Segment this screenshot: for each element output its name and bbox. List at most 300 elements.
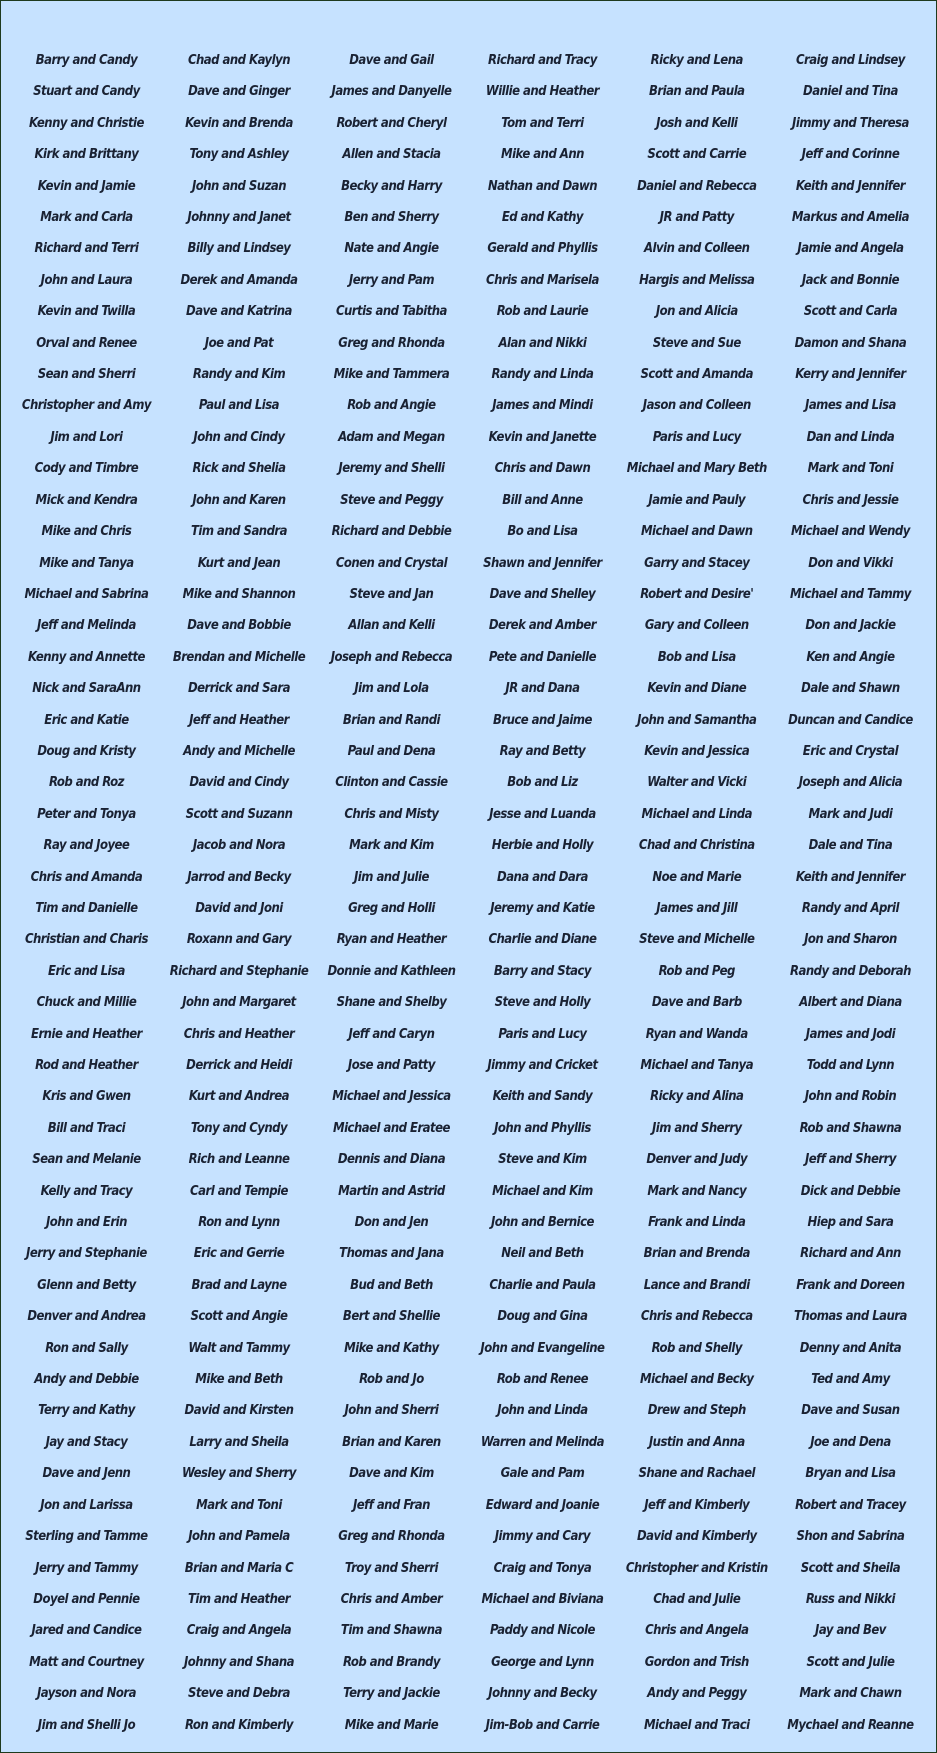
couple-name: Charlie and Diane xyxy=(488,932,597,948)
couple-name: Tony and Ashley xyxy=(189,147,289,163)
couple-name: Doug and Kristy xyxy=(37,743,136,759)
couple-name: Michael and Linda xyxy=(641,806,752,822)
couple-name: John and Samantha xyxy=(636,712,756,728)
couple-name: Rob and Peg xyxy=(658,963,735,979)
couple-name: Curtis and Tabitha xyxy=(335,304,447,320)
couple-name: Mike and Tanya xyxy=(39,555,134,571)
couple-name: Derek and Amanda xyxy=(180,272,298,288)
couple-name: Jeff and Melinda xyxy=(37,618,136,634)
couple-name: Johnny and Becky xyxy=(488,1686,597,1702)
couple-name: Kerry and Jennifer xyxy=(795,367,906,383)
couple-name: Noe and Marie xyxy=(651,869,741,885)
couple-name: Dave and Ginger xyxy=(187,84,290,100)
couple-name: Daniel and Tina xyxy=(803,84,898,100)
couple-name: Jamie and Angela xyxy=(797,241,904,257)
couple-name: Ernie and Heather xyxy=(31,1026,142,1042)
couple-name: Lance and Brandi xyxy=(643,1277,750,1293)
couple-name: Kelly and Tracy xyxy=(40,1183,133,1199)
couple-name: Ted and Amy xyxy=(811,1372,890,1388)
couple-name: Michael and Kim xyxy=(491,1183,593,1199)
couple-name: Chad and Kaylyn xyxy=(187,53,290,68)
couple-name: Terry and Jackie xyxy=(342,1686,440,1702)
couple-name: Don and Vikki xyxy=(808,555,893,571)
couple-name: Matt and Courtney xyxy=(29,1654,144,1670)
couple-name: Clinton and Cassie xyxy=(335,775,448,791)
couple-name: Sterling and Tamme xyxy=(25,1529,148,1545)
couple-name: Mark and Judi xyxy=(808,806,893,822)
couple-name: Mark and Nancy xyxy=(646,1183,746,1199)
couple-name: Mike and Tammera xyxy=(333,367,450,383)
couple-name: Ryan and Wanda xyxy=(645,1026,748,1042)
couple-name: Jason and Colleen xyxy=(642,398,751,414)
couple-name: Mike and Kathy xyxy=(343,1340,439,1356)
couple-name: David and Cindy xyxy=(189,775,289,791)
couple-name: Jeff and Sherry xyxy=(805,1152,897,1168)
couple-name: Jon and Alicia xyxy=(655,304,738,320)
couple-name: Steve and Debra xyxy=(187,1686,290,1702)
couple-name: Kurt and Jean xyxy=(197,555,281,571)
couple-name: Jimmy and Theresa xyxy=(792,115,909,131)
couple-name: Rob and Roz xyxy=(48,775,124,791)
couple-name: Andy and Debbie xyxy=(34,1372,139,1388)
couple-name: Michael and Tammy xyxy=(790,586,911,602)
couple-name: Ricky and Lena xyxy=(650,53,743,68)
couple-name: Walter and Vicki xyxy=(646,775,746,791)
couple-name: Joseph and Alicia xyxy=(798,775,903,791)
couple-name: Jon and Sharon xyxy=(804,932,897,948)
couple-name: Duncan and Candice xyxy=(788,712,913,728)
couple-name: Tom and Terri xyxy=(500,115,584,131)
couple-name: Scott and Julie xyxy=(806,1654,895,1670)
couple-name: Sean and Melanie xyxy=(32,1152,141,1168)
couple-name: Ron and Lynn xyxy=(198,1215,280,1231)
couple-name: Jerry and Tammy xyxy=(35,1560,138,1576)
couple-name: Jerry and Stephanie xyxy=(26,1246,147,1262)
couple-name: Alan and Nikki xyxy=(498,335,587,351)
couple-name: Sean and Sherri xyxy=(37,367,136,383)
couple-name: Rob and Laurie xyxy=(496,304,588,320)
couple-name: Denver and Judy xyxy=(646,1152,747,1168)
couple-name: Damon and Shana xyxy=(794,335,907,351)
couple-name: Thomas and Laura xyxy=(794,1309,907,1325)
couple-name: Chris and Heather xyxy=(183,1026,295,1042)
couple-name: Mike and Beth xyxy=(195,1372,283,1388)
couple-name: Randy and Kim xyxy=(192,367,285,383)
couple-name: Orval and Renee xyxy=(36,335,137,351)
couple-name: Kenny and Annette xyxy=(27,649,145,665)
couple-name: Drew and Steph xyxy=(647,1403,746,1419)
couple-name: Ken and Angie xyxy=(806,649,895,665)
couple-name: John and Suzan xyxy=(191,178,286,194)
couple-name: Albert and Diana xyxy=(799,995,902,1011)
couple-name: Joseph and Rebecca xyxy=(330,649,453,665)
couple-name: James and Jill xyxy=(655,900,737,916)
couple-name: Jimmy and Cricket xyxy=(487,1058,598,1073)
couple-name: Jay and Bev xyxy=(815,1623,886,1639)
couple-name: Chuck and Millie xyxy=(36,995,137,1011)
couple-name: Herbie and Holly xyxy=(491,838,593,854)
couple-name: Justin and Anna xyxy=(648,1434,745,1450)
couple-name: Paris and Lucy xyxy=(498,1026,587,1042)
couple-name: Kevin and Diane xyxy=(646,681,746,697)
couple-name: Hargis and Melissa xyxy=(638,272,754,288)
couple-name: Chris and Dawn xyxy=(494,461,590,477)
couple-name: Larry and Sheila xyxy=(189,1434,289,1450)
couple-name: Neil and Beth xyxy=(501,1246,584,1262)
couples-name-grid xyxy=(11,45,926,1741)
couple-name: Doyel and Pennie xyxy=(33,1591,140,1607)
couple-name: Mick and Kendra xyxy=(35,492,138,508)
couple-name: Rick and Shelia xyxy=(192,461,286,477)
couple-name: Barry and Stacy xyxy=(493,963,591,979)
couple-name: Adam and Megan xyxy=(338,429,445,445)
couple-name: Rob and Jo xyxy=(358,1372,424,1388)
couple-name: Eric and Gerrie xyxy=(193,1246,285,1262)
couple-name: Mike and Ann xyxy=(500,147,584,163)
couple-name: Greg and Rhonda xyxy=(338,335,445,351)
couple-name: Brian and Karen xyxy=(341,1434,441,1450)
couple-name: Kevin and Janette xyxy=(488,429,596,445)
couple-name: Dave and Barb xyxy=(651,995,742,1011)
couple-name: Glenn and Betty xyxy=(37,1277,136,1293)
couple-name: Tim and Sandra xyxy=(190,524,287,540)
couple-name: Christian and Charis xyxy=(24,932,148,948)
couple-name: Christopher and Kristin xyxy=(625,1560,768,1576)
couple-name: Randy and April xyxy=(802,900,900,916)
couple-name: Cody and Timbre xyxy=(34,461,139,477)
couple-name: Richard and Terri xyxy=(34,241,139,257)
couple-name: David and Kimberly xyxy=(636,1529,757,1545)
couple-name: John and Erin xyxy=(45,1215,127,1231)
couple-name: Gerald and Phyllis xyxy=(487,241,598,257)
couple-name: Garry and Stacey xyxy=(643,555,749,571)
couple-name: Eric and Katie xyxy=(44,712,129,728)
couple-name: Bill and Anne xyxy=(501,492,583,508)
couple-name: Brad and Layne xyxy=(191,1277,287,1293)
couple-name: Steve and Michelle xyxy=(638,932,755,948)
couple-name: Rob and Shawna xyxy=(799,1120,902,1136)
couple-name: Eric and Lisa xyxy=(48,963,125,979)
couple-name: JR and Dana xyxy=(505,681,580,697)
couple-name: James and Jodi xyxy=(805,1026,896,1042)
couple-name: Nathan and Dawn xyxy=(487,178,597,194)
couple-name: Willie and Heather xyxy=(485,84,599,100)
couple-name: Alvin and Colleen xyxy=(643,241,750,257)
couple-name: Richard and Tracy xyxy=(487,53,597,68)
couple-name: Jeff and Heather xyxy=(188,712,289,728)
couple-name: Stuart and Candy xyxy=(33,84,140,100)
couple-name: Dan and Linda xyxy=(806,429,895,445)
couple-name: Eric and Crystal xyxy=(802,743,899,759)
couple-name: Richard and Stephanie xyxy=(169,963,309,979)
couple-name: Dave and Shelley xyxy=(489,586,595,602)
couple-name: Chris and Rebecca xyxy=(640,1309,753,1325)
couple-name: Ricky and Alina xyxy=(649,1089,744,1105)
couple-name: Todd and Lynn xyxy=(806,1058,895,1073)
couple-name: Andy and Peggy xyxy=(646,1686,746,1702)
couple-name: Charlie and Paula xyxy=(489,1277,596,1293)
couple-name: Jeff and Caryn xyxy=(348,1026,435,1042)
couple-name: Scott and Suzann xyxy=(185,806,293,822)
couple-name: Brian and Paula xyxy=(648,84,745,100)
couple-name: Rob and Renee xyxy=(496,1372,588,1388)
couple-name: Hiep and Sara xyxy=(807,1215,894,1231)
couple-name: Dale and Tina xyxy=(808,838,893,854)
couple-name: Christopher and Amy xyxy=(21,398,151,414)
couple-name: Bill and Traci xyxy=(47,1120,126,1136)
couple-name: Johnny and Janet xyxy=(187,210,291,226)
couple-name: Kris and Gwen xyxy=(42,1089,131,1105)
couple-name: Mychael and Reanne xyxy=(787,1717,914,1733)
couple-name: Craig and Lindsey xyxy=(796,53,906,68)
couple-name: Jared and Candice xyxy=(31,1623,142,1639)
couple-name: Shane and Shelby xyxy=(336,995,447,1011)
couple-name: Michael and Dawn xyxy=(640,524,753,540)
couple-name: Kirk and Brittany xyxy=(34,147,139,163)
couple-name: Rob and Angie xyxy=(347,398,436,414)
couple-name: Ron and Sally xyxy=(45,1340,128,1356)
couple-name: Jerry and Pam xyxy=(348,272,434,288)
couple-name: Dave and Kim xyxy=(348,1466,434,1482)
couple-name: Kevin and Brenda xyxy=(185,115,293,131)
couple-name: Chris and Angela xyxy=(644,1623,749,1639)
couple-name: Jim and Shelli Jo xyxy=(37,1717,136,1733)
couple-name: Jimmy and Cary xyxy=(494,1529,590,1545)
couple-name: Mark and Carla xyxy=(40,210,133,226)
couple-name: Dave and Jenn xyxy=(42,1466,131,1482)
couple-name: Bob and Lisa xyxy=(657,649,736,665)
couple-name: Michael and Eratee xyxy=(332,1120,450,1136)
couple-name: Tim and Heather xyxy=(187,1591,290,1607)
couple-name: David and Joni xyxy=(195,900,283,916)
couple-name: Ray and Joyee xyxy=(43,838,130,854)
couple-name: Dave and Susan xyxy=(801,1403,900,1419)
couple-name: Walt and Tammy xyxy=(188,1340,290,1356)
couple-name: Greg and Holli xyxy=(347,900,435,916)
couple-name: John and Laura xyxy=(40,272,133,288)
couple-name: Richard and Ann xyxy=(800,1246,901,1262)
couple-name: Paul and Lisa xyxy=(198,398,279,414)
couple-name: Johnny and Shana xyxy=(183,1654,294,1670)
couple-name: Peter and Tonya xyxy=(37,806,136,822)
couple-name: Josh and Kelli xyxy=(655,115,737,131)
couple-name: Pete and Danielle xyxy=(488,649,596,665)
couple-name: Chris and Amanda xyxy=(30,869,143,885)
couple-name: Thomas and Jana xyxy=(339,1246,444,1262)
couple-name: Rod and Heather xyxy=(35,1058,138,1073)
couple-name: Brendan and Michelle xyxy=(172,649,306,665)
couple-name: Mike and Shannon xyxy=(182,586,296,602)
couple-name: Mark and Chawn xyxy=(799,1686,902,1702)
couple-name: Martin and Astrid xyxy=(337,1183,445,1199)
couple-name: Kevin and Jessica xyxy=(643,743,749,759)
couple-name: Gary and Colleen xyxy=(644,618,749,634)
couple-name: Craig and Tonya xyxy=(493,1560,591,1576)
couple-name: Robert and Desire' xyxy=(639,586,753,602)
couple-name: Jay and Stacy xyxy=(45,1434,128,1450)
couple-name: Scott and Sheila xyxy=(800,1560,901,1576)
couple-name: Scott and Amanda xyxy=(640,367,753,383)
couple-name: Paddy and Nicole xyxy=(489,1623,595,1639)
couple-name: Rob and Brandy xyxy=(342,1654,440,1670)
couple-name: John and Phyllis xyxy=(493,1120,591,1136)
couple-name: Tim and Danielle xyxy=(35,900,138,916)
couple-name: Denver and Andrea xyxy=(27,1309,146,1325)
couple-name: Dave and Katrina xyxy=(185,304,292,320)
couple-name: James and Mindi xyxy=(491,398,593,414)
couple-name: Bert and Shellie xyxy=(342,1309,440,1325)
couple-name: Steve and Jan xyxy=(349,586,434,602)
couple-name: Doug and Gina xyxy=(497,1309,588,1325)
couple-name: John and Margaret xyxy=(182,995,296,1011)
couple-name: Russ and Nikki xyxy=(805,1591,896,1607)
couple-name: Michael and Traci xyxy=(643,1717,750,1733)
couple-name: Nate and Angie xyxy=(344,241,439,257)
couple-name: Paris and Lucy xyxy=(652,429,741,445)
couple-name: Brian and Randi xyxy=(342,712,440,728)
couple-name: Chad and Julie xyxy=(652,1591,740,1607)
couple-name: Scott and Angie xyxy=(190,1309,288,1325)
couple-name: Rob and Shelly xyxy=(651,1340,742,1356)
couple-name: Chris and Marisela xyxy=(485,272,599,288)
couple-name: Jeff and Kimberly xyxy=(643,1497,749,1513)
couple-name: John and Evangeline xyxy=(480,1340,605,1356)
couple-name: Dale and Shawn xyxy=(801,681,900,697)
couple-name: Michael and Jessica xyxy=(332,1089,451,1105)
couple-name: Richard and Debbie xyxy=(331,524,452,540)
couple-name: Steve and Peggy xyxy=(339,492,443,508)
couple-name: Jacob and Nora xyxy=(192,838,285,854)
couple-name: Chris and Misty xyxy=(344,806,439,822)
couple-name: Warren and Melinda xyxy=(480,1434,604,1450)
couple-name: Roxann and Gary xyxy=(186,932,291,948)
couple-name: Michael and Becky xyxy=(639,1372,754,1388)
couple-name: Nick and SaraAnn xyxy=(32,681,141,697)
couple-name: Joe and Pat xyxy=(204,335,274,351)
couple-name: Jamie and Pauly xyxy=(647,492,745,508)
couple-name: Ed and Kathy xyxy=(501,210,583,226)
couple-name: Bryan and Lisa xyxy=(805,1466,896,1482)
couple-name: Dave and Bobbie xyxy=(187,618,291,634)
couple-name: Craig and Angela xyxy=(186,1623,292,1639)
couple-name: Ryan and Heather xyxy=(336,932,447,948)
couple-name: Michael and Mary Beth xyxy=(626,461,767,477)
couple-name: Chris and Amber xyxy=(340,1591,443,1607)
couple-name: Frank and Linda xyxy=(647,1215,745,1231)
couple-name: Shane and Rachael xyxy=(638,1466,755,1482)
couple-name: Jim and Lola xyxy=(354,681,429,697)
couple-name: Jack and Bonnie xyxy=(801,272,900,288)
couple-name: David and Kirsten xyxy=(184,1403,294,1419)
couple-name: James and Lisa xyxy=(805,398,896,414)
couple-name: John and Bernice xyxy=(490,1215,594,1231)
couple-name: Markus and Amelia xyxy=(792,210,910,226)
couple-name: Shon and Sabrina xyxy=(796,1529,905,1545)
couple-name: Don and Jen xyxy=(354,1215,429,1231)
couple-name: George and Lynn xyxy=(490,1654,594,1670)
couple-name: Brian and Maria C xyxy=(184,1560,294,1576)
couple-name: Jesse and Luanda xyxy=(488,806,596,822)
couple-name: Dave and Gail xyxy=(349,53,434,68)
couple-name: Brian and Brenda xyxy=(643,1246,750,1262)
couple-name: Keith and Sandy xyxy=(492,1089,592,1105)
couple-name: Jim-Bob and Carrie xyxy=(485,1717,600,1733)
couple-name: Joe and Dena xyxy=(810,1434,891,1450)
couple-name: Bud and Beth xyxy=(349,1277,433,1293)
couple-name: John and Robin xyxy=(804,1089,897,1105)
couple-name: Jim and Lori xyxy=(50,429,123,445)
couple-name: Mark and Kim xyxy=(348,838,434,854)
couple-name: Greg and Rhonda xyxy=(338,1529,445,1545)
couple-name: Randy and Deborah xyxy=(790,963,911,979)
couple-name: Ron and Kimberly xyxy=(184,1717,293,1733)
couple-name: Frank and Doreen xyxy=(796,1277,905,1293)
couple-name: Billy and Lindsey xyxy=(187,241,291,257)
couple-name: JR and Patty xyxy=(659,210,734,226)
couple-name: Allen and Stacia xyxy=(342,147,441,163)
couple-name: Ray and Betty xyxy=(499,743,585,759)
couple-name: Chad and Christina xyxy=(638,838,755,854)
couple-name: Jeff and Corinne xyxy=(801,147,900,163)
couple-name: Bob and Liz xyxy=(506,775,578,791)
couple-name: John and Karen xyxy=(192,492,286,508)
couple-name: Derrick and Heidi xyxy=(186,1058,292,1073)
couple-name: Wesley and Sherry xyxy=(181,1466,296,1482)
couple-name: Edward and Joanie xyxy=(485,1497,599,1513)
couple-name: Michael and Biviana xyxy=(481,1591,604,1607)
couple-name: Bo and Lisa xyxy=(507,524,578,540)
couple-name: Barry and Candy xyxy=(35,53,138,68)
couple-name: Robert and Cheryl xyxy=(336,115,447,131)
couple-name: Bruce and Jaime xyxy=(492,712,592,728)
couple-name: Terry and Kathy xyxy=(38,1403,135,1419)
couple-name: Jon and Larissa xyxy=(40,1497,133,1513)
couple-name: Michael and Sabrina xyxy=(24,586,149,602)
couple-name: John and Sherri xyxy=(344,1403,439,1419)
couple-name: Paul and Dena xyxy=(347,743,436,759)
couple-name: Robert and Tracey xyxy=(795,1497,906,1513)
couple-name: Mike and Chris xyxy=(41,524,132,540)
couple-name: Randy and Linda xyxy=(491,367,594,383)
couple-name: Troy and Sherri xyxy=(344,1560,438,1576)
couple-name: Jeff and Fran xyxy=(352,1497,430,1513)
couple-name: James and Danyelle xyxy=(331,84,452,100)
couple-name: Mark and Toni xyxy=(196,1497,282,1513)
couple-name: John and Cindy xyxy=(193,429,285,445)
couple-name: Michael and Wendy xyxy=(791,524,910,540)
couple-name: Gale and Pam xyxy=(500,1466,584,1482)
couple-name: Denny and Anita xyxy=(799,1340,902,1356)
couple-name: Kenny and Christie xyxy=(28,115,144,131)
couple-name: Steve and Kim xyxy=(497,1152,587,1168)
couple-name: Gordon and Trish xyxy=(644,1654,749,1670)
couple-name: Jose and Patty xyxy=(347,1058,435,1073)
couple-name: Daniel and Rebecca xyxy=(636,178,757,194)
couple-name: John and Linda xyxy=(497,1403,588,1419)
couple-name: Scott and Carla xyxy=(803,304,898,320)
couple-name: Becky and Harry xyxy=(340,178,442,194)
couple-name: Keith and Jennifer xyxy=(796,178,906,194)
couple-name: Dana and Dara xyxy=(496,869,588,885)
couple-name: Dick and Debbie xyxy=(800,1183,901,1199)
couple-name: Andy and Michelle xyxy=(182,743,295,759)
couple-name: Dennis and Diana xyxy=(337,1152,445,1168)
couple-name: Steve and Holly xyxy=(494,995,590,1011)
couple-name: Mark and Toni xyxy=(807,461,894,477)
couple-name: Kurt and Andrea xyxy=(188,1089,289,1105)
couple-name: Kevin and Jamie xyxy=(37,178,136,194)
couple-name: Rich and Leanne xyxy=(188,1152,290,1168)
